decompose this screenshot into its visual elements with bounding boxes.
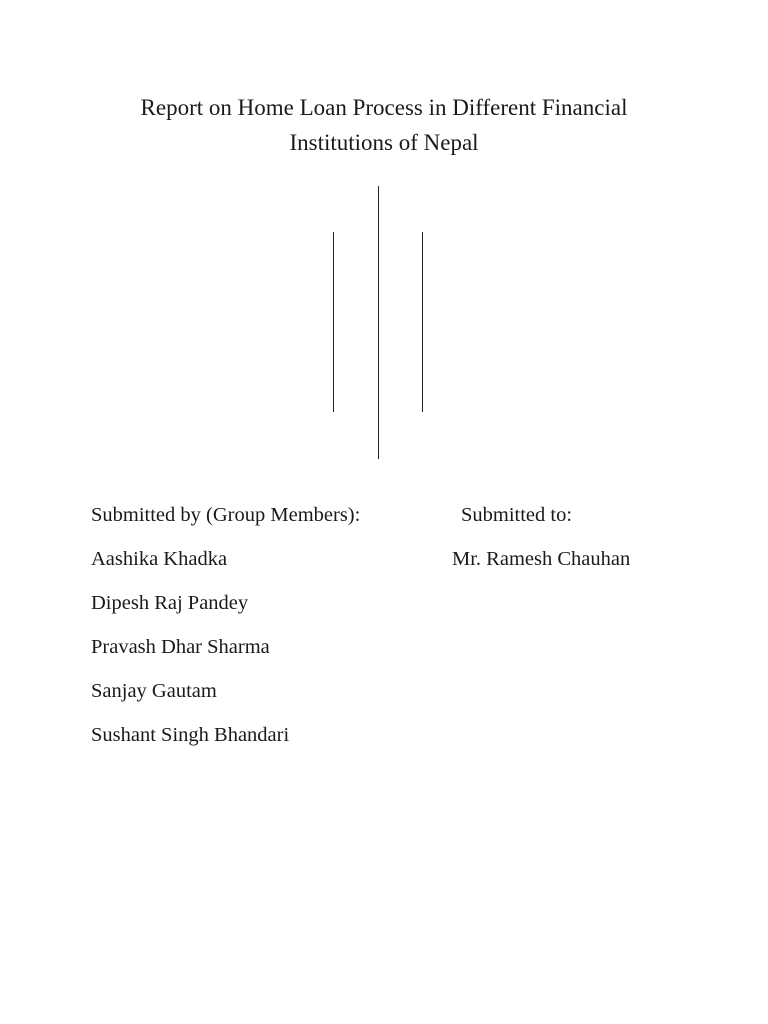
report-title-line-1: Report on Home Loan Process in Different Financial	[140, 95, 628, 120]
submitted-to-name: Mr. Ramesh Chauhan	[452, 548, 631, 570]
group-member: Sushant Singh Bhandari	[91, 724, 290, 746]
report-title-line-2: Institutions of Nepal	[289, 130, 479, 155]
decorative-rule-right	[422, 232, 423, 412]
group-member: Sanjay Gautam	[91, 680, 217, 702]
group-member: Aashika Khadka	[91, 548, 228, 570]
submitted-to-heading: Submitted to:	[461, 504, 573, 526]
decorative-rule-center	[378, 186, 379, 459]
report-title	[0, 90, 768, 160]
decorative-rule-left	[333, 232, 334, 412]
submitted-by-section	[91, 501, 360, 765]
submitted-by-heading: Submitted by (Group Members):	[91, 504, 361, 526]
group-member: Pravash Dhar Sharma	[91, 636, 270, 658]
group-member: Dipesh Raj Pandey	[91, 592, 249, 614]
submitted-to-section	[452, 501, 630, 589]
